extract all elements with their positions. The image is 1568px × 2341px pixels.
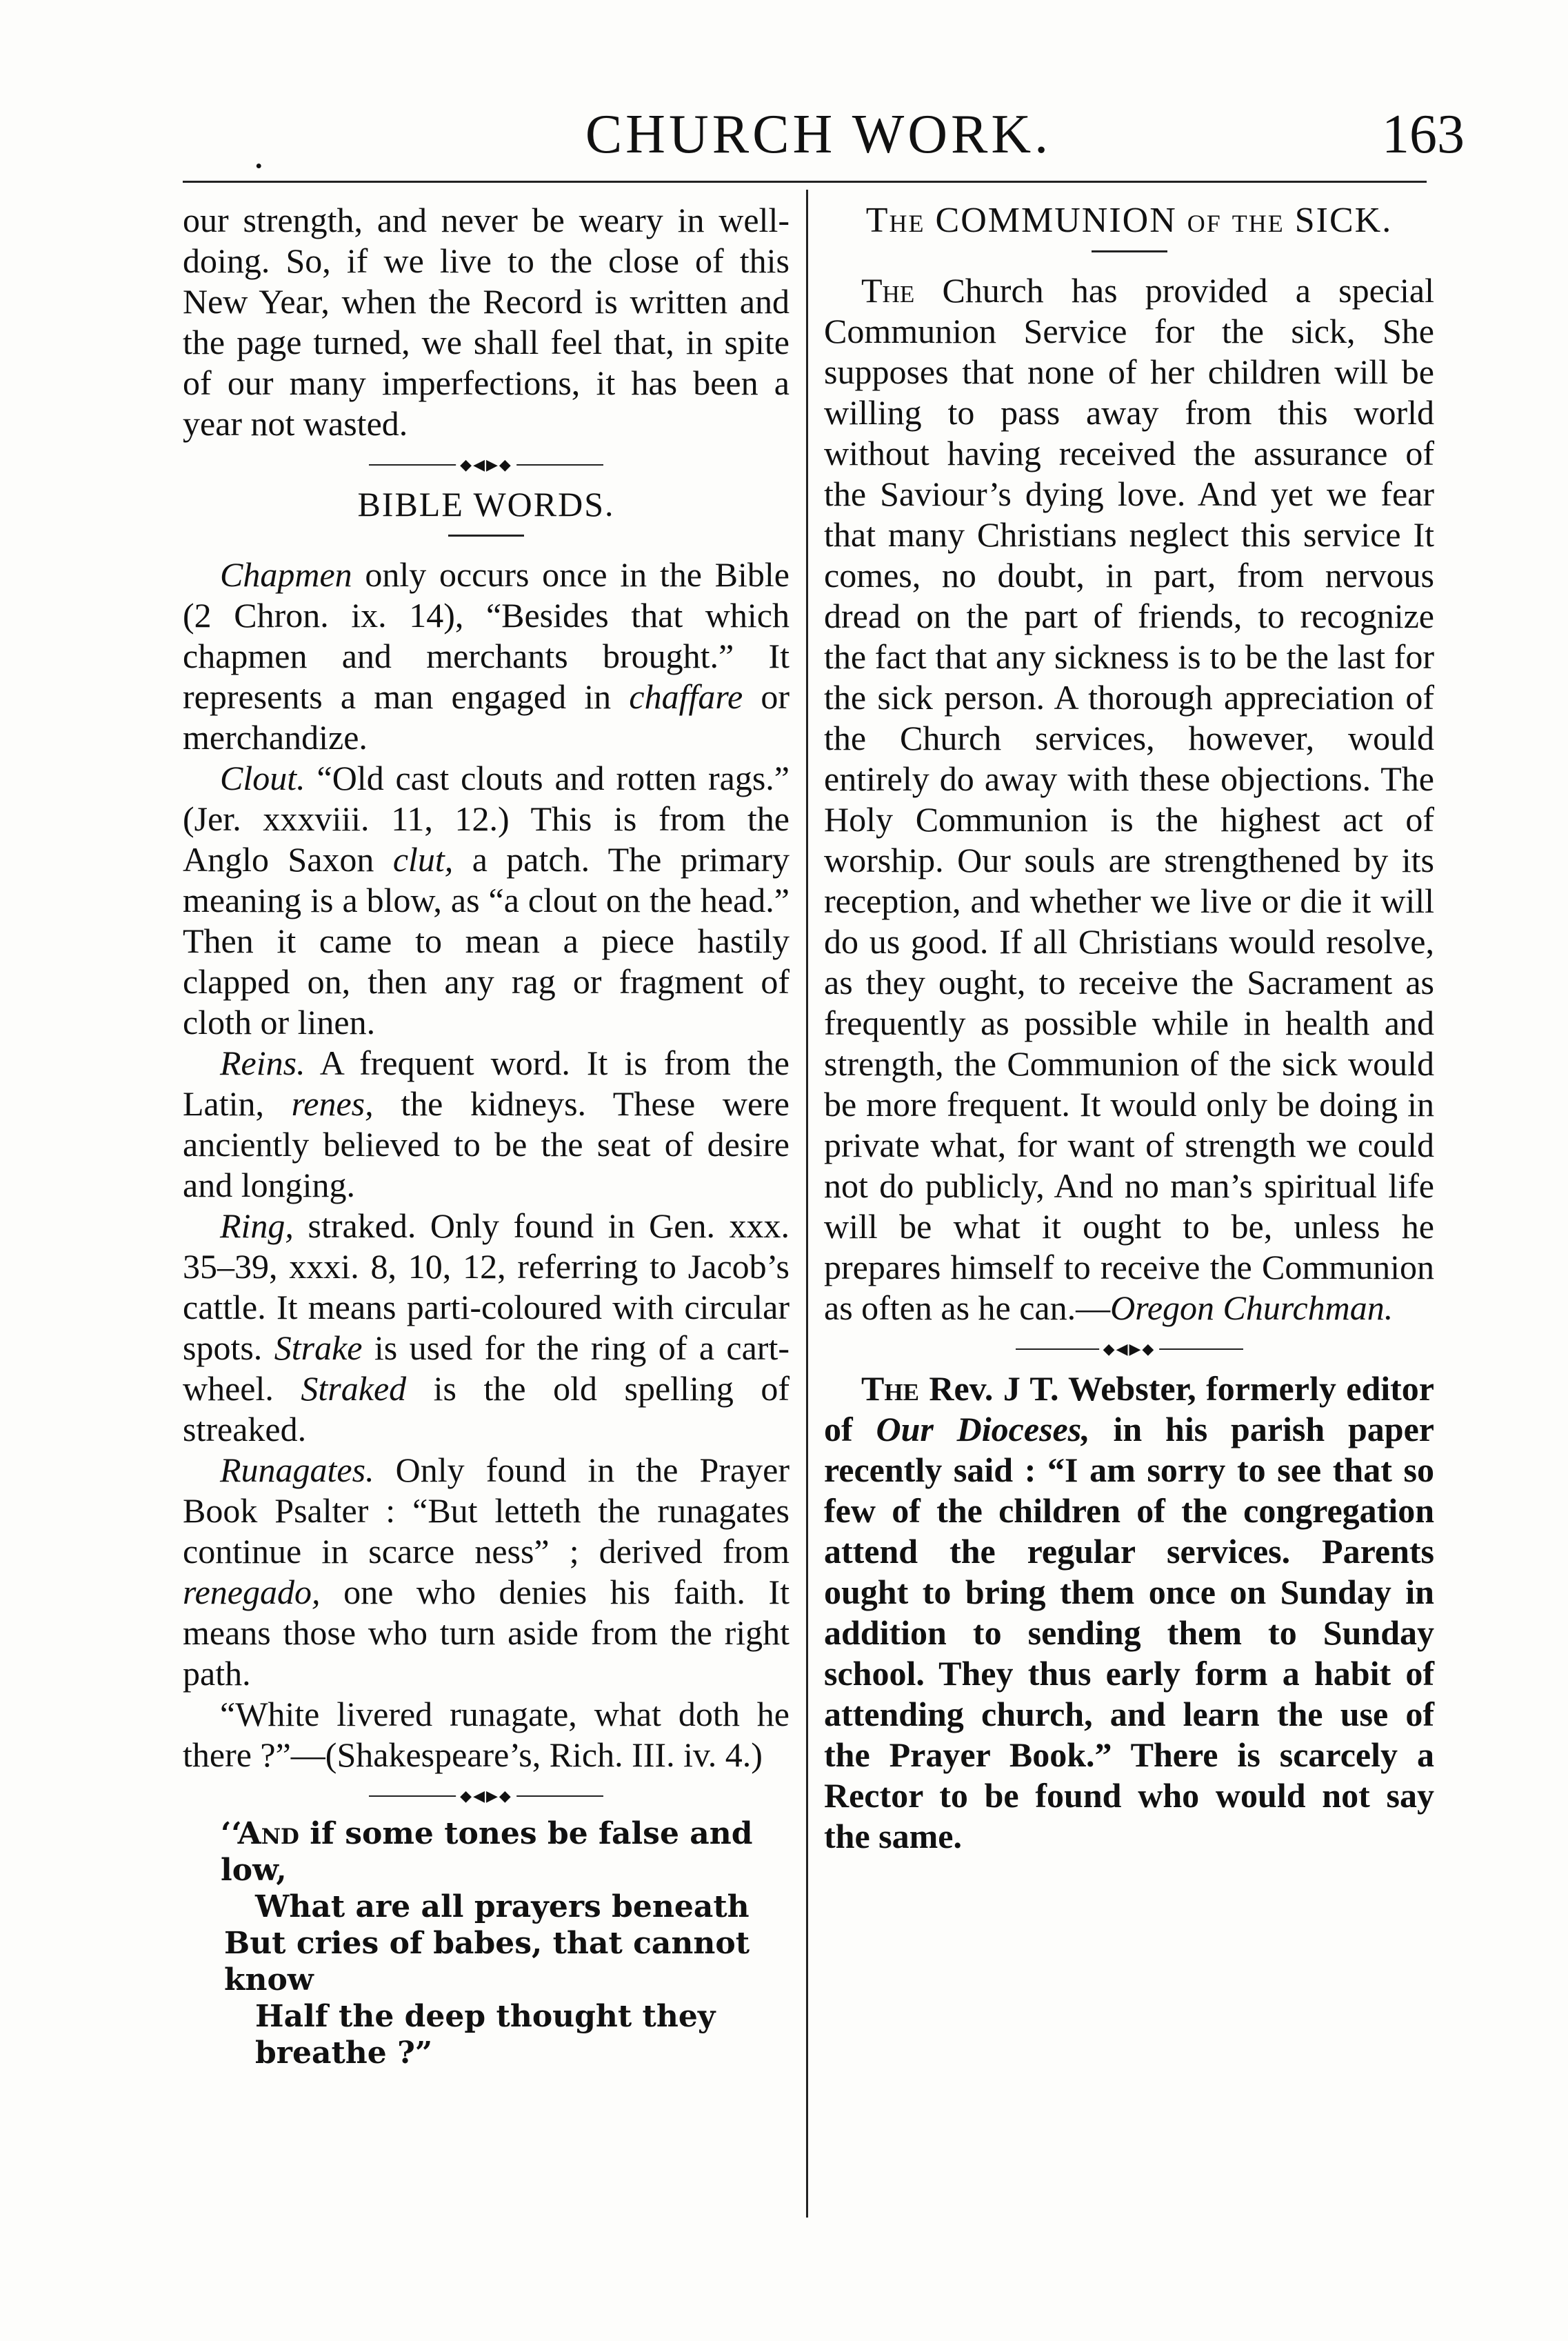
entry-clout: Clout. “Old cast clouts and rotten rags.” (Jer. xxxviii. 11, 12.) This is from the Anglo Saxon clut, a patch. The primary meaning is a blow, as “a clout on the head.” Then it came to mean a piece hastily clapped on, then any rag or fragment of cloth or linen. [183,759,790,1042]
publication-title: Our Dioceses, [876,1410,1090,1448]
intro-paragraph: our strength, and never be weary in well-doing. So, if we live to the close of this New Year, when the Record is written and the page turned, we shall feel that, in spite of our many imperfections, it has been a year not wasted. [183,201,790,443]
term: Reins. [220,1044,305,1082]
ornament-divider: ◆◀▶◆ [1016,1337,1243,1362]
shakespeare-quote: “White livered runagate, what doth he there ?”—(Shakespeare’s, Rich. III. iv. 4.) [183,1695,790,1774]
communion-paragraph: The Church has provided a special Communion Service for the sick, She supposes that none of her children will be willing to pass away from this world without having received the assurance of the Saviour’s dying love. And yet we fear that many Christians neglect this service It comes, no doubt, in part, from nervous dread on the part of friends, to recognize the fact that any sickness is to be the last for the sick person. A thorough appreciation of the Church services, however, would entirely do away with these objections. The Holy Communion is the highest act of worship. Our souls are strengthened by its reception, and whether we live or die it will do us good. If all Christians would resolve, as they ought, to receive the Sacrament as frequently as possible while in health and strength, the Communion of the sick would be more frequent. It would only be doing in private what, for want of strength we could not do publicly, And no man’s spiritual life will be what it ought to be, unless he prepares himself to receive the Communion as often as he can.—Oregon Churchman. [824,271,1434,1327]
page-title: CHURCH WORK. [585,104,1052,165]
page-number: 163 [1382,104,1465,165]
verse-line: Half the deep thought they breathe ?” [255,1999,716,2071]
term: Runagates. [220,1451,374,1489]
section-title-bible-words: BIBLE WORDS. [357,485,615,524]
term: Ring, [220,1206,294,1245]
webster-section [824,1368,1434,1857]
header-rule [183,181,1427,183]
title-rule [448,535,524,537]
header-dot: . [254,132,264,177]
entry-runagates: Runagates. Only found in the Prayer Book Psalter : “But letteth the runagates continue in scarce ness” ; derived from renegado, one who denies his faith. It means those who turn aside from the right path. [183,1451,790,1693]
section-title-communion: The COMMUNION of the SICK. [865,201,1393,240]
entry-chapmen: Chapmen only occurs once in the Bible (2 Chron. ix. 14), “Besides that which chapmen and merchants brought.” It represents a man engaged in chaffare or merchandize. [183,555,790,757]
right-column [824,200,1434,1857]
source-citation: Oregon Churchman. [1110,1288,1394,1327]
running-head [172,103,1465,177]
entry-ring: Ring, straked. Only found in Gen. xxx. 35–39, xxxi. 8, 10, 12, referring to Jacob’s cattle. It means parti-coloured with circular spots. Strake is used for the ring of a cart-wheel. Straked is the old spelling of streaked. [183,1206,790,1448]
ornament-divider: ◆◀▶◆ [369,1784,603,1809]
entry-reins: Reins. A frequent word. It is from the Latin, renes, the kidneys. These were anciently believed to be the seat of desire and longing. [183,1044,790,1204]
verse-line: What are all prayers beneath [255,1889,750,1924]
term: Chapmen [220,555,352,594]
column-divider [806,190,808,2218]
term: Clout. [220,759,305,797]
ornament-divider: ◆◀▶◆ [369,452,603,477]
title-rule [1092,250,1167,252]
verse [183,1815,790,2071]
left-column [183,200,790,2071]
verse-line: ‘‘And if some tones be false and low, [221,1816,753,1888]
verse-line: But cries of babes, that cannot know [224,1926,750,1998]
webster-paragraph: The Rev. J T. Webster, formerly editor of Our Dioceses, in his parish paper recently said : “I am sorry to see that so few of the children of the congregation attend the regular services. Parents ought to bring them once on Sunday in addition to sending them to Sunday school. They thus early form a habit of attending church, and learn the use of the Prayer Book.” There is scarcely a Rector to be found who would not say the same. [824,1369,1435,1855]
